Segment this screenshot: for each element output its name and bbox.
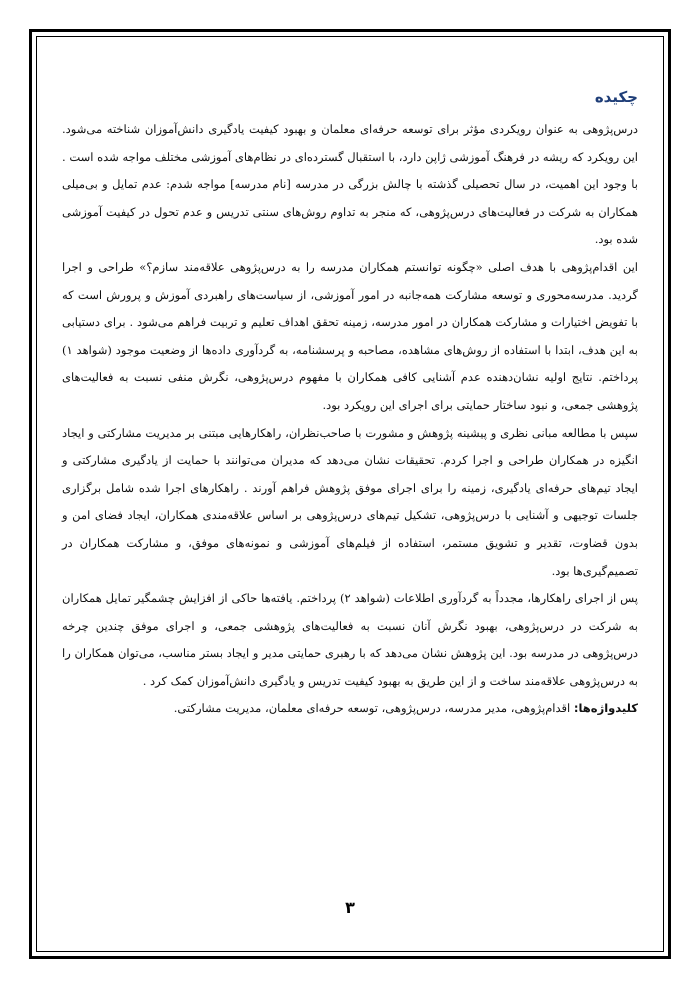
page-number: ۳ <box>345 898 355 917</box>
abstract-paragraph-2: این اقدام‌پژوهی با هدف اصلی «چگونه توانستم همکاران مدرسه را به درس‌پژوهی علاقه‌مند سازم؟» طراحی و اجرا گردید. مدرسه‌محوری و توسعه مشارکت همه‌جانبه در امور آموزشی، از سیاست‌های راهبردی آموزش و پرورش است که با تفویض اختیارات و مشارکت همکاران در امور مدرسه، زمینه تحقق اهداف تعلیم و تربیت فراهم می‌شود . برای دستیابی به این هدف، ابتدا با استفاده از روش‌های مشاهده، مصاحبه و پرسشنامه، به گردآوری داده‌ها از وضعیت موجود (شواهد ۱) پرداختم. نتایج اولیه نشان‌دهنده عدم آشنایی کافی همکاران با مفهوم درس‌پژوهی، نگرش منفی نسبت به فعالیت‌های پژوهشی جمعی، و نبود ساختار حمایتی برای اجرای این رویکرد بود. <box>62 259 638 412</box>
keywords-text: اقدام‌پژوهی، مدیر مدرسه، درس‌پژوهی، توسعه حرفه‌ای معلمان، مدیریت مشارکتی. <box>173 701 571 716</box>
abstract-paragraph-1: درس‌پژوهی به عنوان رویکردی مؤثر برای توسعه حرفه‌ای معلمان و بهبود کیفیت یادگیری دانش‌آموزان شناخته می‌شود. این رویکرد که ریشه در فرهنگ آموزشی ژاپن دارد، با استقبال گسترده‌ای در نظام‌های آموزشی مختلف مواجه شده است . با وجود این اهمیت، در سال تحصیلی گذشته با چالش بزرگی در مدرسه [نام مدرسه] مواجه شدم: عدم تمایل و بی‌میلی همکاران به شرکت در فعالیت‌های درس‌پژوهی، که منجر به تداوم روش‌های سنتی تدریس و عدم تحول در کیفیت آموزشی شده بود. <box>62 122 638 247</box>
abstract-section <box>62 86 638 723</box>
abstract-paragraph-4: پس از اجرای راهکارها، مجدداً به گردآوری اطلاعات (شواهد ۲) پرداختم. یافته‌ها حاکی از افزایش چشمگیر تمایل همکاران به شرکت در درس‌پژوهی، بهبود نگرش آنان نسبت به فعالیت‌های پژوهشی جمعی، و اجرای موفق چندین چرخه درس‌پژوهی در مدرسه بود. این پژوهش نشان می‌دهد که با رهبری حمایتی مدیر و ایجاد بستر مناسب، می‌توان همکاران را به درس‌پژوهی علاقه‌مند ساخت و از این طریق به بهبود کیفیت تدریس و یادگیری دانش‌آموزان کمک کرد . <box>62 591 638 688</box>
abstract-heading: چکیده <box>594 88 638 106</box>
abstract-paragraph-3: سپس با مطالعه مبانی نظری و پیشینه پژوهش و مشورت با صاحب‌نظران، راهکارهایی مبتنی بر مدیریت مشارکتی و ایجاد انگیزه در همکاران طراحی و اجرا کردم. تحقیقات نشان می‌دهد که مدیران می‌توانند با حمایت از یادگیری مشارکتی و ایجاد تیم‌های حرفه‌ای یادگیری، زمینه را برای اجرای موفق پژوهش فراهم آورند . راهکارهای اجرا شده شامل برگزاری جلسات توجیهی و آشنایی با درس‌پژوهی، تشکیل تیم‌های درس‌پژوهی بر اساس علاقه‌مندی همکاران، ایجاد فضای امن و بدون قضاوت، تقدیر و تشویق مستمر، استفاده از فیلم‌های آموزشی و نمونه‌های موفق، و مشارکت همکاران در تصمیم‌گیری‌ها بود. <box>62 425 638 578</box>
keywords-label: کلیدواژه‌ها: <box>573 701 638 716</box>
keywords-line <box>62 695 638 723</box>
